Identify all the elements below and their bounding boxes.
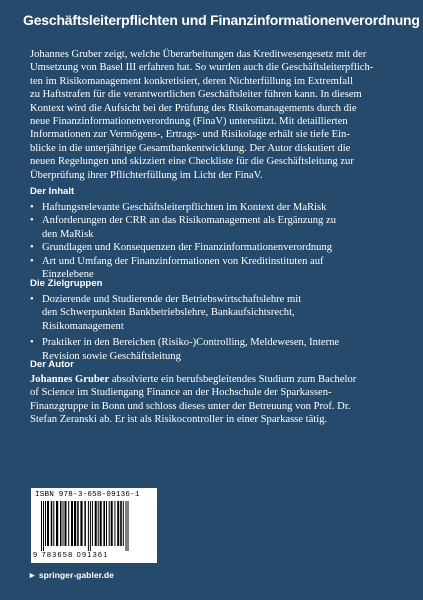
barcode-bar [98, 501, 99, 546]
barcode-bar [103, 501, 105, 546]
barcode-bar [90, 501, 91, 551]
author-bio [30, 373, 405, 427]
bullet-icon: • [30, 294, 34, 305]
list-item: • Art und Umfang der Finanzinformationen von Kreditinstituten auf Einzelebene [30, 255, 324, 280]
barcode-icon [41, 501, 147, 551]
author-bio-line: Stefan Zeranski ab. Er ist als Risikocontroller in einer Sparkasse tätig. [30, 414, 328, 426]
barcode-bar [60, 501, 62, 546]
barcode-bar [117, 501, 119, 546]
barcode-bar [106, 501, 107, 546]
bullet-icon: • [30, 202, 34, 213]
bullet-icon: • [30, 255, 34, 267]
barcode-bar [71, 501, 73, 546]
intro-line: neuen Regelungen und skizziert eine Checkliste für die Geschäftsleitung zur [30, 156, 354, 168]
intro-line: ten im Risikomanagement konkretisiert, deren Nichterfüllung im Extremfall [30, 75, 354, 87]
author-bio-line: of Science im Studiengang Finance an der Hochschule der Sparkassen- [30, 387, 332, 399]
intro-line: zu Haftstrafen für die verantwortlichen Geschäftsleiter führen kann. In diesem [30, 89, 362, 101]
intro-line: Johannes Gruber zeigt, welche Überarbeitungen das Kreditwesengesetz mit der [30, 49, 367, 60]
barcode-bar [80, 501, 82, 546]
intro-line: neue Finanzinformationenverordnung (FinaV) unterstützt. Mit detaillierten [30, 115, 348, 127]
intro-line: Kontext wird die Aufsicht bei der Prüfung des Risikomanagements durch die [30, 102, 357, 114]
isbn-label: ISBN 978-3-658-09136-1 [35, 491, 140, 499]
barcode-bar [63, 501, 64, 546]
barcode-bar [65, 501, 67, 546]
zielgruppen-list [30, 293, 339, 363]
barcode-bar [109, 501, 110, 546]
heading-zielgruppen: Die Zielgruppen [30, 278, 103, 289]
list-item: • Grundlagen und Konsequenzen der Finanzinformationenverordnung [30, 242, 333, 254]
barcode-bar [41, 501, 42, 551]
barcode-bar [88, 501, 89, 551]
barcode-bar [126, 501, 127, 551]
barcode-bar [95, 501, 97, 546]
bullet-icon: • [30, 337, 34, 349]
author-name: Johannes Gruber [30, 374, 110, 385]
inhalt-list [30, 201, 336, 281]
barcode-bar [43, 501, 44, 551]
intro-line: Überprüfung ihrer Pflichterfüllung im Licht der FinaV. [30, 169, 263, 181]
intro-line: Informationen zur Vermögens-, Ertrags- und Risikolage erhält sie tiefe Ein- [30, 129, 350, 141]
barcode-bar [77, 501, 79, 546]
barcode-bar [100, 501, 102, 546]
list-item: • Praktiker in den Bereichen (Risiko-)Controlling, Meldewesen, Interne Revision sowie Geschäftsleitung [30, 337, 340, 362]
list-item: • Anforderungen der CRR an das Risikomanagement als Ergänzung zu den MaRisk [30, 215, 337, 240]
barcode-bar [120, 501, 122, 546]
bullet-icon: • [30, 215, 34, 227]
heading-autor: Der Autor [30, 359, 74, 370]
barcode-bar [111, 501, 113, 546]
author-bio-line: Finanzgruppe in Bonn und schloss dieses unter der Betreuung von Prof. Dr. [30, 400, 351, 412]
heading-inhalt: Der Inhalt [30, 186, 75, 197]
barcode-bar [114, 501, 115, 546]
website-link[interactable] [28, 570, 114, 581]
list-item: • Haftungsrelevante Geschäftsleiterpflichten im Kontext der MaRisk [30, 202, 327, 213]
intro-line: Umsetzung von Basel III erfahren hat. So wurden auch die Geschäftsleiterpflich- [30, 62, 374, 74]
barcode-bar [53, 501, 54, 546]
barcode-digits: 9 783658 091361 [33, 550, 109, 559]
book-title: Geschäftsleiterpflichten und Finanzinformationenverordnung [23, 12, 420, 28]
barcode-bar [92, 501, 93, 546]
barcode-bar [123, 501, 124, 546]
barcode-bar [47, 501, 49, 546]
barcode-bar [56, 501, 58, 546]
intro-line: blicke in die unterjährige Gesamtbankentwicklung. Der Autor diskutiert die [30, 142, 351, 154]
barcode-bar [128, 501, 129, 551]
barcode-bar [68, 501, 69, 546]
bullet-icon: • [30, 242, 34, 254]
list-item: • Dozierende und Studierende der Betriebswirtschaftslehre mit den Schwerpunkten Bankbetriebslehre, Bankaufsichtsrecht, Risikomanagement [30, 294, 302, 332]
barcode-bar [51, 501, 53, 546]
barcode-box [31, 488, 157, 563]
barcode-bar [74, 501, 76, 546]
barcode-bar [45, 501, 46, 546]
intro-paragraph [30, 48, 402, 182]
author-bio-line: absolvierte ein berufsbegleitendes Studium zum Bachelor [109, 374, 357, 385]
arrow-icon: ► [28, 570, 37, 580]
website-url: springer-gabler.de [38, 570, 114, 580]
barcode-bar [84, 501, 86, 546]
